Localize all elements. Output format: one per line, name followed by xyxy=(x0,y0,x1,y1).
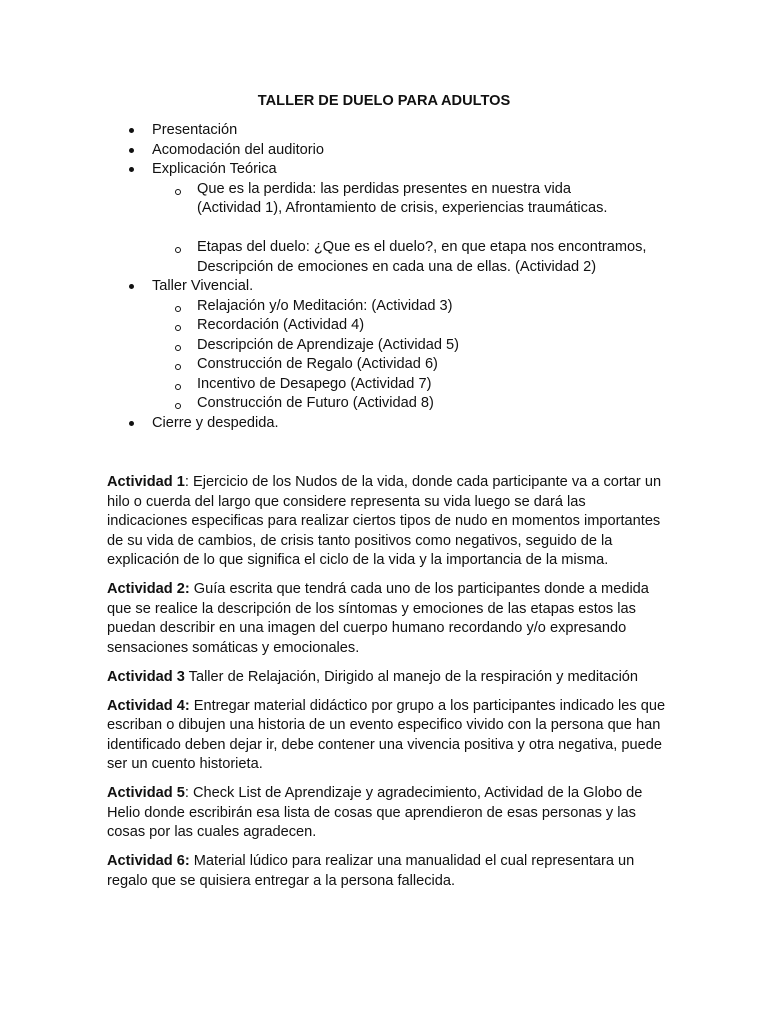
activity-text: Entregar material didáctico por grupo a los participantes indicado les que escriban o dibujen una historia de un evento especifico vivido con la persona que han identificado deben dejar ir, debe contener una vivencia positiva y otra negativa, puede ser un cuento historieta. xyxy=(107,697,666,772)
document-title: TALLER DE DUELO PARA ADULTOS xyxy=(257,93,511,109)
activity-paragraph xyxy=(107,580,667,658)
agenda-subitem-perdida xyxy=(107,180,707,219)
agenda-subitem: Recordación (Actividad 4) xyxy=(107,316,707,336)
agenda-item-acomodacion: Acomodación del auditorio xyxy=(107,141,707,161)
activity-paragraph xyxy=(107,784,667,843)
agenda-item-cierre: Cierre y despedida. xyxy=(107,414,707,434)
agenda-subitem: Construcción de Regalo (Actividad 6) xyxy=(107,355,707,375)
activity-text: : Ejercicio de los Nudos de la vida, donde cada participante va a cortar un hilo o cuerda del largo que considere representa su vida luego se dará las indicaciones especificas para realizar ciertos tipos de nudo en momentos importantes de su vida de cambios, de crisis tanto positivos como negativos, seguido de la explicación de lo que significa el ciclo de la vida y la importancia de la misma. xyxy=(107,474,662,568)
agenda-item-presentacion: Presentación xyxy=(107,121,707,141)
activity-label: Actividad 2: xyxy=(107,581,190,597)
activity-text: Material lúdico para realizar una manualidad el cual representara un regalo que se quisiera entregar a la persona fallecida. xyxy=(107,853,635,889)
activity-label: Actividad 5 xyxy=(107,785,185,801)
activity-paragraph xyxy=(107,473,667,571)
agenda-subitem-etapas xyxy=(107,238,707,277)
activity-label: Actividad 6: xyxy=(107,853,190,869)
agenda-list xyxy=(107,121,707,433)
agenda-subitem-perdida-line1: Que es la perdida: las perdidas presentes en nuestra vida xyxy=(197,180,571,197)
activity-text: : Check List de Aprendizaje y agradecimiento, Actividad de la Globo de Helio donde escribirán esa lista de cosas que aprendieron de esas personas y las cosas por las cuales agradecen. xyxy=(107,785,643,840)
activity-label: Actividad 3 xyxy=(107,668,185,685)
activity-label: Actividad 1 xyxy=(107,474,185,490)
activity-text: Guía escrita que tendrá cada uno de los participantes donde a medida que se realice la descripción de los síntomas y emociones de las etapas estos las puedan describir en una imagen del cuerpo humano recordando y/o expresando sensaciones somáticas y emocionales. xyxy=(107,581,649,656)
agenda-spacer xyxy=(107,219,707,239)
activity-label: Actividad 4: xyxy=(107,697,190,714)
agenda-subitem-etapas-line1: Etapas del duelo: ¿Que es el duelo?, en que etapa nos encontramos, xyxy=(197,239,647,255)
activity-paragraph xyxy=(107,852,667,891)
agenda-subitem: Relajación y/o Meditación: (Actividad 3) xyxy=(107,297,707,317)
activity-paragraph xyxy=(107,668,667,688)
agenda-subitem: Descripción de Aprendizaje (Actividad 5) xyxy=(107,336,707,356)
activities-section xyxy=(107,473,667,901)
agenda-subitem-perdida-line2: (Actividad 1), Afrontamiento de crisis, experiencias traumáticas. xyxy=(197,200,608,216)
activity-paragraph xyxy=(107,697,667,775)
agenda-item-taller-vivencial: Taller Vivencial. xyxy=(107,277,707,297)
agenda-subitem-etapas-line2: Descripción de emociones en cada una de ellas. (Actividad 2) xyxy=(197,258,597,275)
agenda-subitem: Incentivo de Desapego (Actividad 7) xyxy=(107,375,707,395)
activity-text: Taller de Relajación, Dirigido al manejo de la respiración y meditación xyxy=(184,668,639,685)
agenda-item-explicacion: Explicación Teórica xyxy=(107,160,707,180)
agenda-subitem: Construcción de Futuro (Actividad 8) xyxy=(107,394,707,414)
